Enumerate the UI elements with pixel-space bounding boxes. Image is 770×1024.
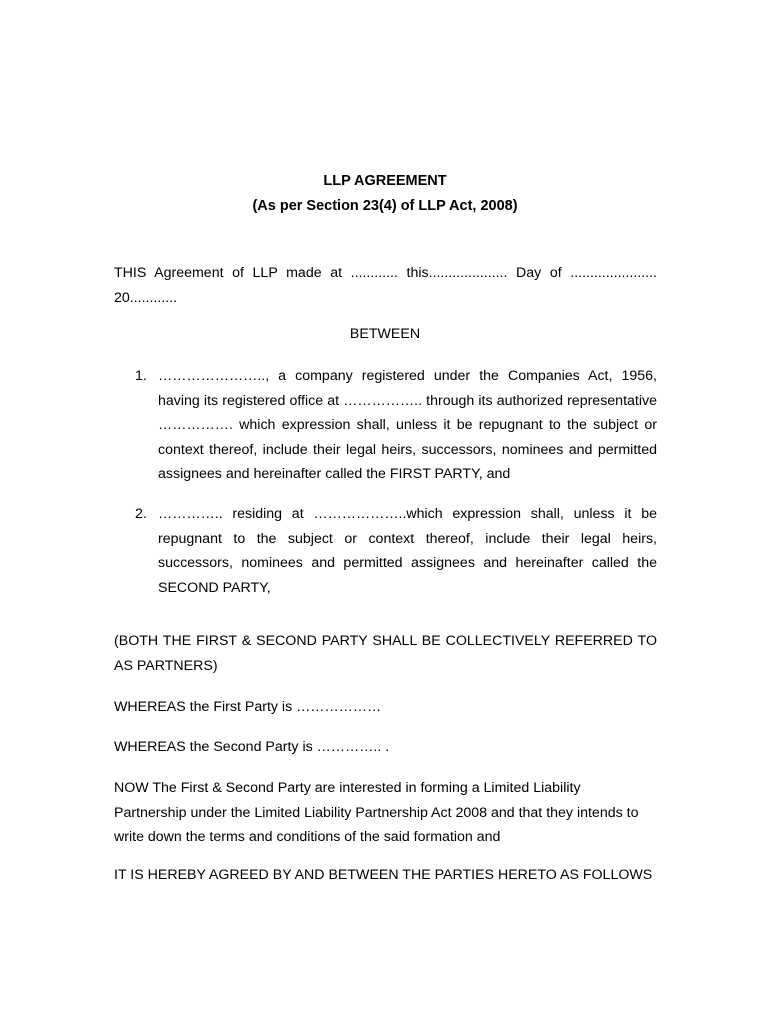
intro-paragraph: THIS Agreement of LLP made at ............ this.................... Day of ...................... 20............ (114, 265, 657, 306)
now-paragraph: NOW The First & Second Party are interested in forming a Limited Liability Partnership under the Limited Liability Partnership Act 2008 and that they intends to write down the terms and conditions of the said formation and (114, 780, 639, 845)
party-2-paragraph: ………….. residing at ………………..which expression shall, unless it be repugnant to the subject or context thereof, include their legal heirs, successors, nominees and permitted assignees and hereinafter called the SECOND PARTY, (158, 506, 657, 596)
party-1-paragraph: ………………….., a company registered under the Companies Act, 1956, having its registered office at …………….. through its authorized representative ……………. which expression shall, unless it be repugnant to the subject or context thereof, include their legal heirs, successors, nominees and permitted assignees and hereinafter called the FIRST PARTY, and (158, 368, 657, 482)
whereas-first-party: WHEREAS the First Party is ……………… (114, 699, 382, 715)
agreement-clause: IT IS HEREBY AGREED BY AND BETWEEN THE PARTIES HERETO AS FOLLOWS (114, 867, 653, 883)
party-2-number: 2. (135, 506, 147, 522)
collective-reference-paragraph: (BOTH THE FIRST & SECOND PARTY SHALL BE COLLECTIVELY REFERRED TO AS PARTNERS) (114, 633, 657, 674)
party-1-number: 1. (135, 368, 147, 384)
document-subtitle: (As per Section 23(4) of LLP Act, 2008) (252, 198, 518, 214)
whereas-second-party: WHEREAS the Second Party is ………….. . (114, 739, 390, 755)
document-title: LLP AGREEMENT (323, 173, 447, 189)
between-heading: BETWEEN (349, 326, 421, 342)
